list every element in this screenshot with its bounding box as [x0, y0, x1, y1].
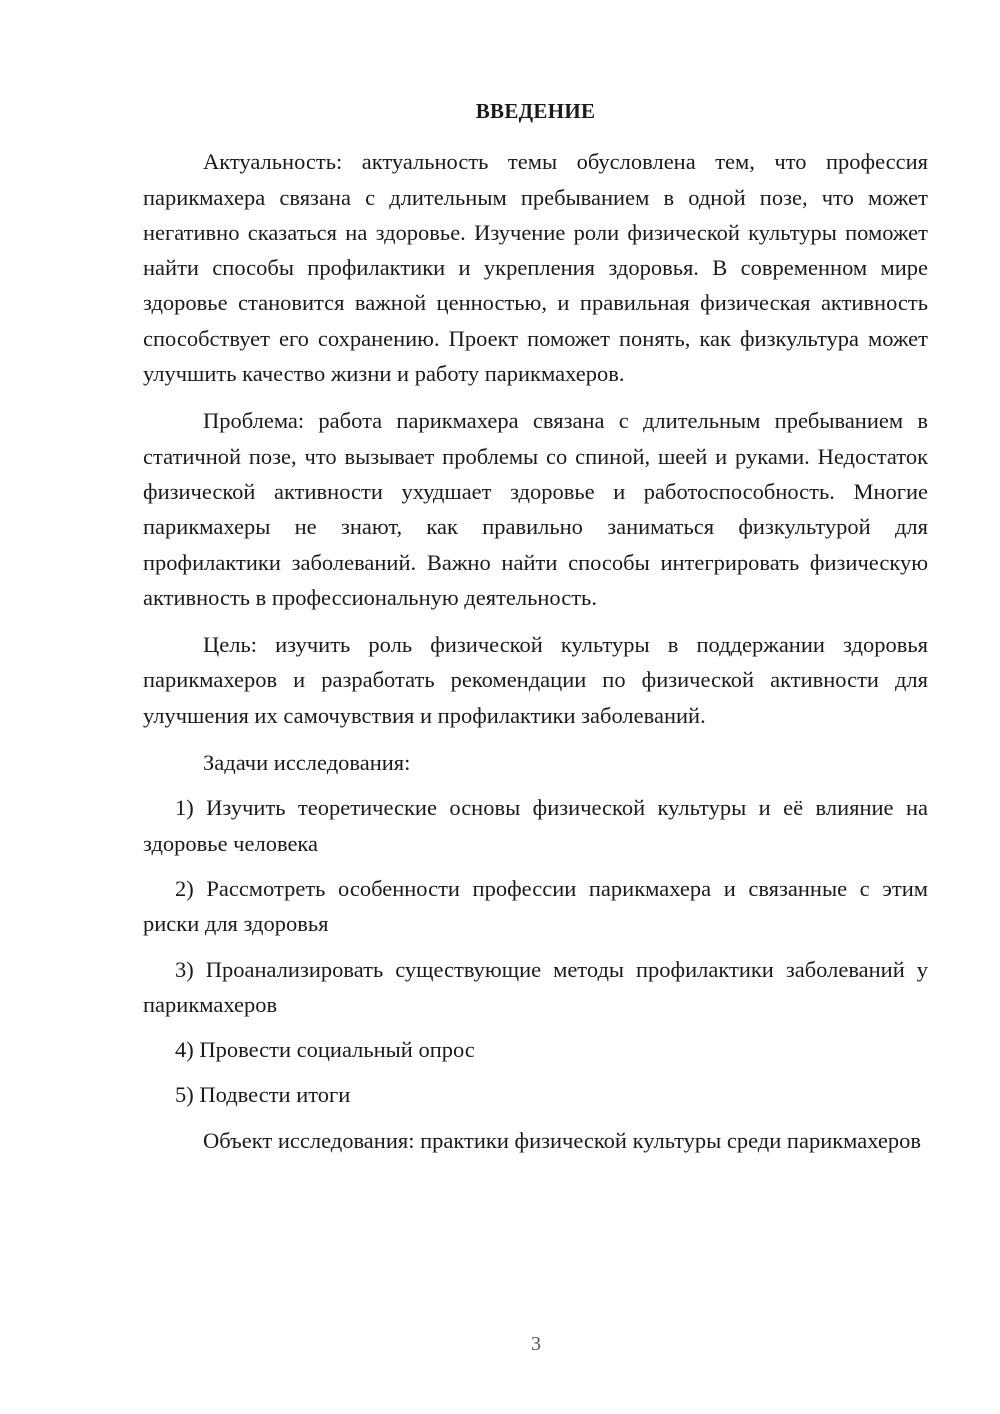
paragraph-object: Объект исследования: практики физической культуры среди парикмахеров: [203, 1127, 922, 1153]
task-item-1: 1) Изучить теоретические основы физической культуры и её влияние на здоровье человека: [143, 795, 928, 856]
paragraph-problem: Проблема: работа парикмахера связана с длительным пребыванием в статичной позе, что вызывает проблемы со спиной, шеей и руками. Недостаток физической активности ухудшает здоровье и работоспособность. Многие парикмахеры не знают, как правильно заниматься физкультурой для профилактики заболеваний. Важно найти способы интегрировать физическую активность в профессиональную деятельность.: [143, 408, 928, 610]
tasks-heading: Задачи исследования:: [203, 750, 411, 776]
paragraph-goal: Цель: изучить роль физической культуры в поддержании здоровья парикмахеров и разработать рекомендации по физической активности для улучшения их самочувствия и профилактики заболеваний.: [143, 632, 928, 728]
task-item-2: 2) Рассмотреть особенности профессии парикмахера и связанные с этим риски для здоровья: [143, 875, 928, 937]
page-number: 3: [531, 1333, 541, 1355]
paragraph-relevance: Актуальность: актуальность темы обусловлена тем, что профессия парикмахера связана с длительным пребыванием в одной позе, что может негативно сказаться на здоровье. Изучение роли физической культуры поможет найти способы профилактики и укрепления здоровья. В современном мире здоровье становится важной ценностью, и правильная физическая активность способствует его сохранению. Проект поможет понять, как физкультура может улучшить качество жизни и работу парикмахеров.: [143, 149, 928, 387]
page-content: [143, 94, 928, 1158]
task-item-5: 5) Подвести итоги: [175, 1082, 351, 1108]
task-item-4: 4) Провести социальный опрос: [175, 1037, 475, 1063]
task-item-3: 3) Проанализировать существующие методы профилактики заболеваний у парикмахеров: [143, 956, 928, 1017]
section-title: ВВЕДЕНИЕ: [475, 99, 596, 123]
